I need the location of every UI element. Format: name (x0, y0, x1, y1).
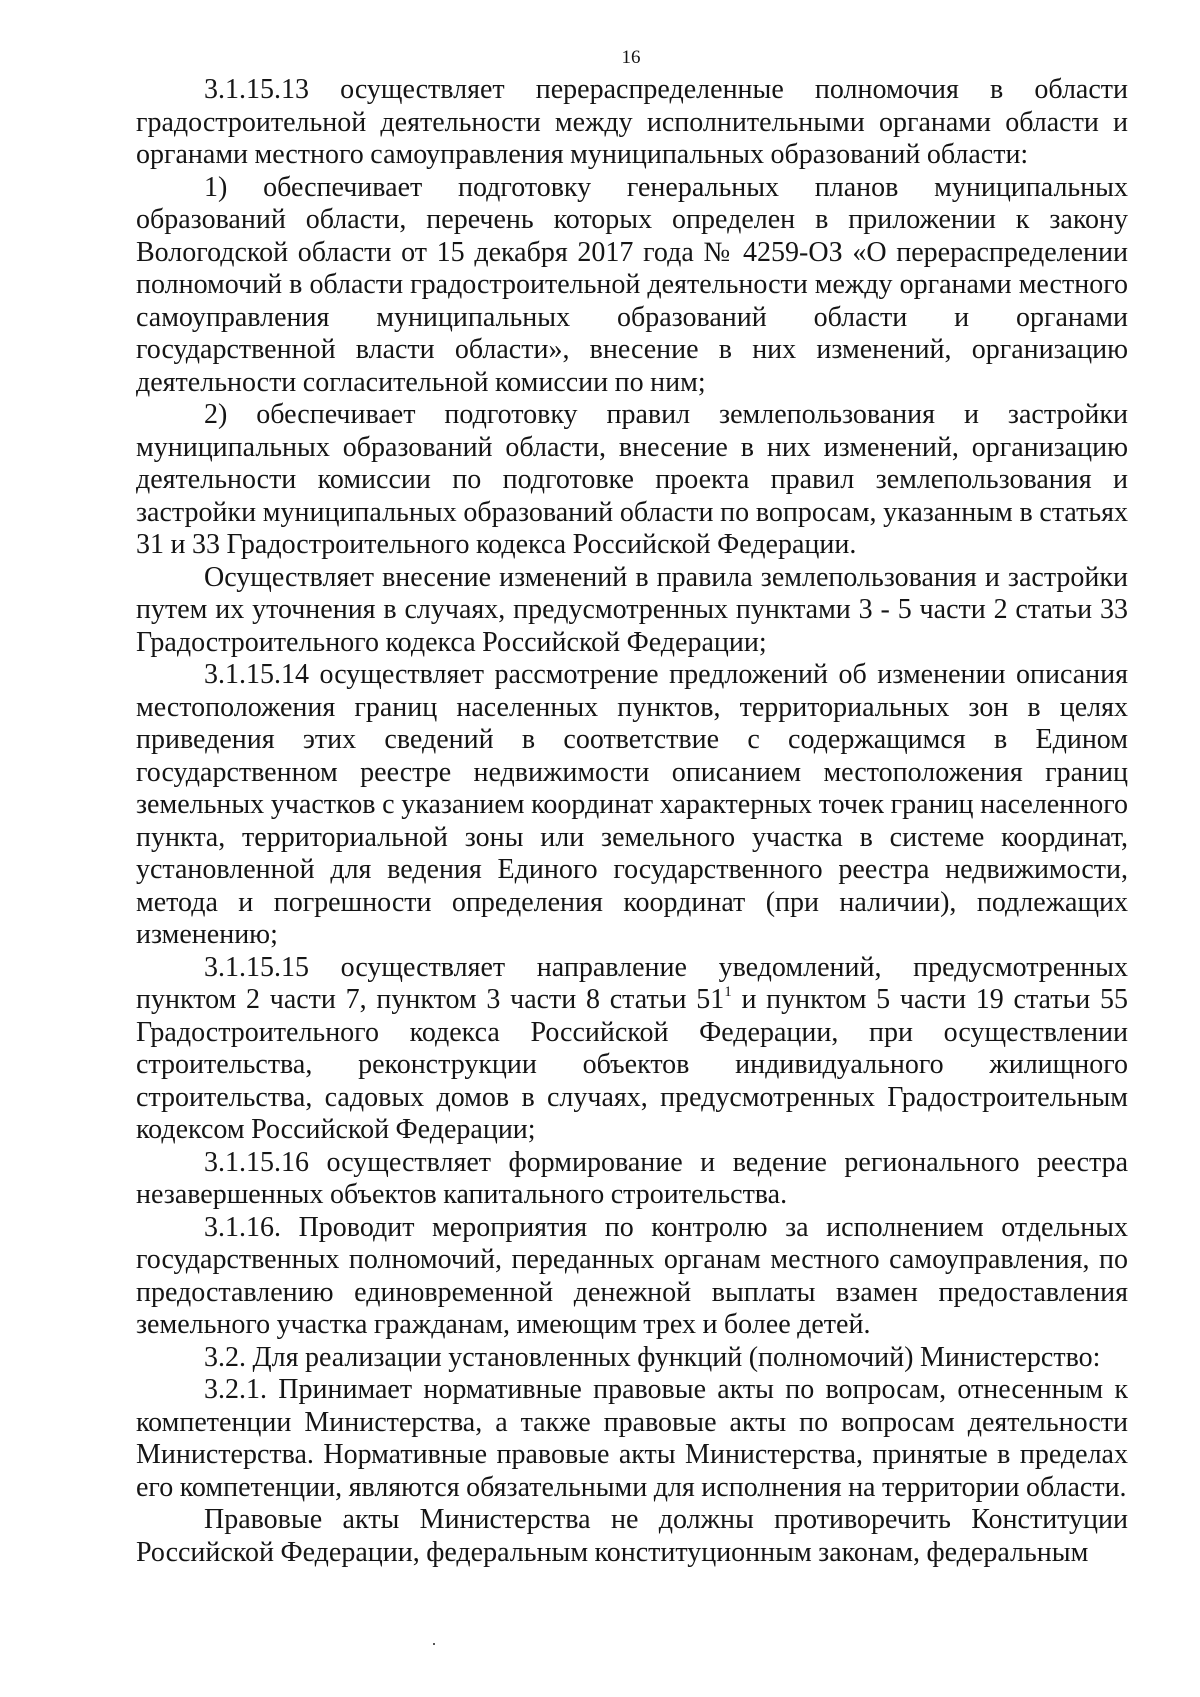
paragraph-3-1-16: 3.1.16. Проводит мероприятия по контролю за исполнением отдельных государственных полномочий, переданных органам местного самоуправления, по предоставлению единовременной денежной выплаты взамен предоставления земельного участка гражданам, имеющим трех и более детей. (136, 1211, 1128, 1340)
paragraph-3-1-15-14: 3.1.15.14 осуществляет рассмотрение предложений об изменении описания местоположения границ населенных пунктов, территориальных зон в целях приведения этих сведений в соответствие с содержащимся в Едином государственном реестре недвижимости описанием местоположения границ земельных участков с указанием координат характерных точек границ населенного пункта, территориальной зоны или земельного участка в системе координат, установленной для ведения Единого государственного реестра недвижимости, метода и погрешности определения координат (при наличии), подлежащих изменению; (136, 659, 1128, 950)
paragraph-land-use-amendments: Осуществляет внесение изменений в правила землепользования и застройки путем их уточнения в случаях, предусмотренных пунктами 3 - 5 части 2 статьи 33 Градостроительного кодекса Российской Федерации; (136, 561, 1128, 658)
scan-speck (433, 1643, 435, 1645)
article-superscript: 1 (724, 984, 732, 1000)
paragraph-3-2: 3.2. Для реализации установленных функций (полномочий) Министерство: (204, 1341, 1101, 1373)
paragraph-legal-acts: Правовые акты Министерства не должны противоречить Конституции Российской Федерации, федеральным конституционным законам, федеральным (136, 1504, 1128, 1568)
paragraph-3-1-15-13: 3.1.15.13 осуществляет перераспределенные полномочия в области градостроительной деятельности между исполнительными органами области и органами местного самоуправления муниципальных образований области: (136, 74, 1128, 170)
paragraph-3-1-15-16: 3.1.15.16 осуществляет формирование и ведение регионального реестра незавершенных объектов капитального строительства. (136, 1146, 1128, 1210)
paragraph-3-2-1: 3.2.1. Принимает нормативные правовые акты по вопросам, отнесенным к компетенции Министерства, а также правовые акты по вопросам деятельности Министерства. Нормативные правовые акты Министерства, принятые в пределах его компетенции, являются обязательными для исполнения на территории области. (136, 1374, 1128, 1503)
page-number: 16 (621, 47, 641, 68)
paragraph-3-1-15-15-text-before: 3.1.15.15 осуществляет направление уведомлений, предусмотренных пунктом 2 части 7, пунктом 3 части 8 статьи 51 (136, 951, 1128, 1015)
paragraph-item-2-land-use-rules: 2) обеспечивает подготовку правил землепользования и застройки муниципальных образований области, внесение в них изменений, организацию деятельности комиссии по подготовке проекта правил землепользования и застройки муниципальных образований области по вопросам, указанным в статьях 31 и 33 Градостроительного кодекса Российской Федерации. (136, 399, 1128, 560)
paragraph-3-1-15-15 (136, 952, 1128, 1147)
document-body (136, 74, 1128, 1569)
paragraph-item-1-general-plans: 1) обеспечивает подготовку генеральных планов муниципальных образований области, перечень которых определен в приложении к закону Вологодской области от 15 декабря 2017 года № 4259-ОЗ «О перераспределении полномочий в области градостроительной деятельности между органами местного самоуправления муниципальных образований области и органами государственной власти области», внесение в них изменений, организацию деятельности согласительной комиссии по ним; (136, 171, 1128, 398)
paragraph-3-1-15-15-text-after: и пунктом 5 части 19 статьи 55 Градостроительного кодекса Российской Федерации, при осуществлении строительства, реконструкции объектов индивидуального жилищного строительства, садовых домов в случаях, предусмотренных Градостроительным кодексом Российской Федерации; (136, 984, 1128, 1145)
